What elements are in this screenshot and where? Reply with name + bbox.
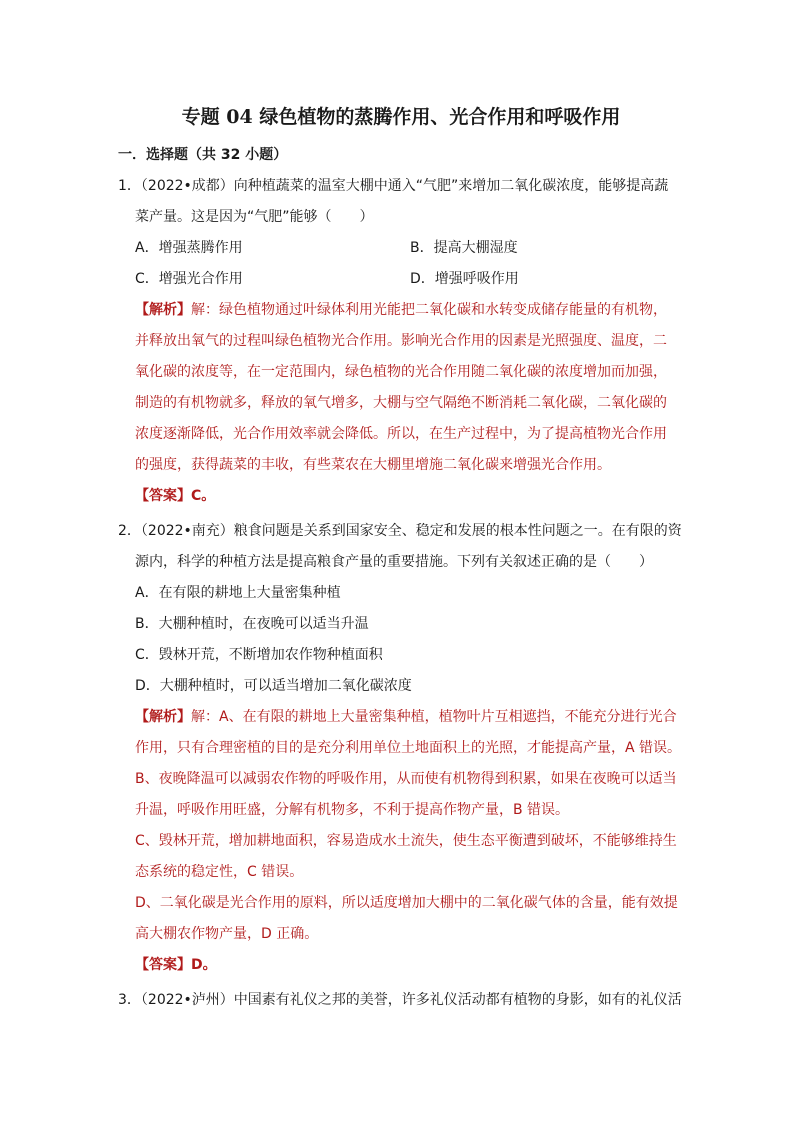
q2-stem-line-2: 源内，科学的种植方法是提高粮食产量的重要措施。下列有关叙述正确的是（ ） [135, 554, 653, 570]
q1-stem-line-1: 1．（2022•成都）向种植蔬菜的温室大棚中通入“气肥”来增加二氧化碳浓度，能够提高蔬 [118, 178, 669, 194]
q2-analysis-label: 【解析】 [135, 709, 191, 725]
q2-option-a: A．在有限的耕地上大量密集种植 [135, 585, 341, 601]
q1-option-c: C．增强光合作用 [135, 271, 243, 287]
section-heading: 一．选择题（共 32 小题） [118, 147, 288, 163]
q1-analysis-line-6: 的强度，获得蔬菜的丰收，有些菜农在大棚里增施二氧化碳来增强光合作用。 [135, 457, 611, 473]
q2-option-b: B．大棚种植时，在夜晚可以适当升温 [135, 616, 369, 632]
q2-analysis-line-4: 升温，呼吸作用旺盛，分解有机物多，不利于提高作物产量，B 错误。 [135, 802, 570, 818]
q2-analysis-line-7: D、二氧化碳是光合作用的原料，所以适度增加大棚中的二氧化碳气体的含量，能有效提 [135, 895, 678, 911]
q1-option-a: A．增强蒸腾作用 [135, 240, 243, 256]
q1-option-d: D．增强呼吸作用 [410, 271, 519, 287]
q1-analysis-line-5: 浓度逐渐降低，光合作用效率就会降低。所以，在生产过程中，为了提高植物光合作用 [135, 426, 667, 442]
q3-stem-line-1: 3．（2022•泸州）中国素有礼仪之邦的美誉，许多礼仪活动都有植物的身影，如有的礼仪活 [118, 992, 682, 1008]
q1-analysis-text-1: 解：绿色植物通过叶绿体利用光能把二氧化碳和水转变成储存能量的有机物， [191, 302, 667, 318]
q2-stem-line-1: 2．（2022•南充）粮食问题是关系到国家安全、稳定和发展的根本性问题之一。在有限的资 [118, 523, 682, 539]
q2-analysis-line-6: 态系统的稳定性，C 错误。 [135, 864, 304, 880]
q1-answer: 【答案】C。 [135, 488, 216, 504]
q2-analysis-line-8: 高大棚农作物产量，D 正确。 [135, 926, 319, 942]
q2-analysis-line-5: C、毁林开荒，增加耕地面积，容易造成水土流失，使生态平衡遭到破坏，不能够维持生 [135, 833, 677, 849]
q2-answer: 【答案】D。 [135, 957, 217, 973]
q2-analysis-text-1: 解：A、在有限的耕地上大量密集种植，植物叶片互相遮挡，不能充分进行光合 [191, 709, 677, 725]
q1-analysis-label: 【解析】 [135, 302, 191, 318]
q2-option-d: D．大棚种植时，可以适当增加二氧化碳浓度 [135, 678, 412, 694]
q1-analysis-line-1 [135, 301, 667, 319]
q1-option-b: B．提高大棚湿度 [410, 240, 518, 256]
q1-analysis-line-4: 制造的有机物就多，释放的氧气增多，大棚与空气隔绝不断消耗二氧化碳，二氧化碳的 [135, 395, 667, 411]
q2-analysis-line-1 [135, 708, 677, 726]
q1-analysis-line-3: 氧化碳的浓度等，在一定范围内，绿色植物的光合作用随二氧化碳的浓度增加而加强， [135, 364, 667, 380]
q2-analysis-line-3: B、夜晚降温可以减弱农作物的呼吸作用，从而使有机物得到积累，如果在夜晚可以适当 [135, 771, 677, 787]
q1-stem-line-2: 菜产量。这是因为“气肥”能够（ ） [135, 209, 374, 225]
page-title: 专题 04 绿色植物的蒸腾作用、光合作用和呼吸作用 [181, 106, 621, 128]
q2-option-c: C．毁林开荒，不断增加农作物种植面积 [135, 647, 383, 663]
q2-analysis-line-2: 作用，只有合理密植的目的是充分利用单位土地面积上的光照，才能提高产量，A 错误。 [135, 740, 682, 756]
q1-analysis-line-2: 并释放出氧气的过程叫绿色植物光合作用。影响光合作用的因素是光照强度、温度，二 [135, 333, 667, 349]
